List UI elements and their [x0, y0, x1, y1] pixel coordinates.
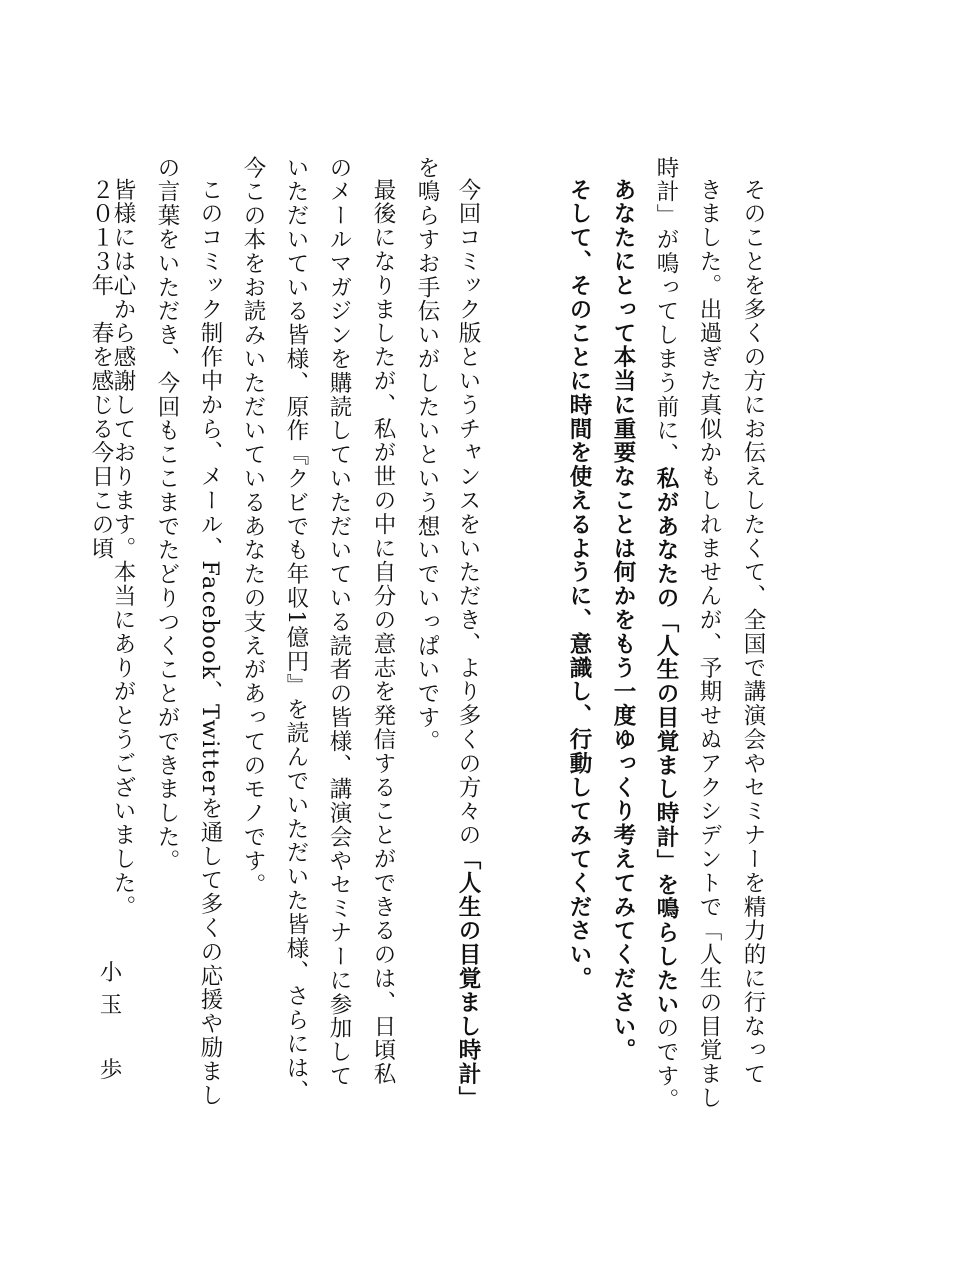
paragraph-1-line-3-prefix: 時計」が鳴ってしまう前に、 [653, 156, 679, 467]
paragraph-1-line-3 [647, 156, 685, 1112]
paragraph-2-line-2: を鳴らすお手伝いがしたいという想いでいっぱいです。 [414, 156, 440, 754]
paragraph-2-line-1 [449, 178, 487, 1110]
closing-date: ２０１３年 春を感じる今日この頃 [88, 178, 114, 561]
paragraph-1-line-2: きました。出過ぎた真似かもしれませんが、予期せぬアクシデントで「人生の目覚まし [696, 178, 722, 1111]
paragraph-2-line-1-prefix: 今回コミック版というチャンスをいただき、より多くの方々の [455, 178, 481, 848]
paragraph-4-line-2: の言葉をいただき、今回もここまでたどりつくことができました。 [154, 156, 180, 873]
paragraph-1-line-1: そのことを多くの方にお伝えしたくて、全国で講演会やセミナーを精力的に行なって [740, 178, 766, 1087]
paragraph-2-line-1-emphasis: 「人生の目覚まし時計」 [455, 847, 481, 1111]
paragraph-3-line-3: いただいている皆様、原作『クビでも年収1億円』を読んでいただいた皆様、さらには、 [283, 156, 309, 1104]
paragraph-1-line-3-emphasis: 私があなたの「人生の目覚まし時計」を鳴らしたい [653, 466, 679, 1017]
paragraph-1-emphasis-line-2: そして、そのことに時間を使えるように、意識し、行動してみてください。 [566, 178, 592, 991]
author-name: 小玉 歩 [96, 960, 122, 1090]
paragraph-1-line-3-suffix: のです。 [653, 1016, 679, 1113]
paragraph-1-emphasis-line-1: あなたにとって本当に重要なことは何かをもう一度ゆっくり考えてみてください。 [610, 178, 636, 1063]
paragraph-4-line-1: このコミック制作中から、メール、Facebook、Twitterを通して多くの応援や励まし [197, 178, 223, 1108]
paragraph-3-line-4: 今この本をお読みいただいているあなたの支えがあってのモノです。 [240, 156, 266, 897]
paragraph-3-line-2: のメールマガジンを購読していただいている読者の皆様、講演会やセミナーに参加して [326, 156, 352, 1089]
paragraph-4-line-3: 皆様には心から感謝しております。本当にありがとうございました。 [110, 178, 136, 919]
paragraph-3-line-1: 最後になりましたが、私が世の中に自分の意志を発信することができるのは、日頃私 [370, 178, 396, 1087]
